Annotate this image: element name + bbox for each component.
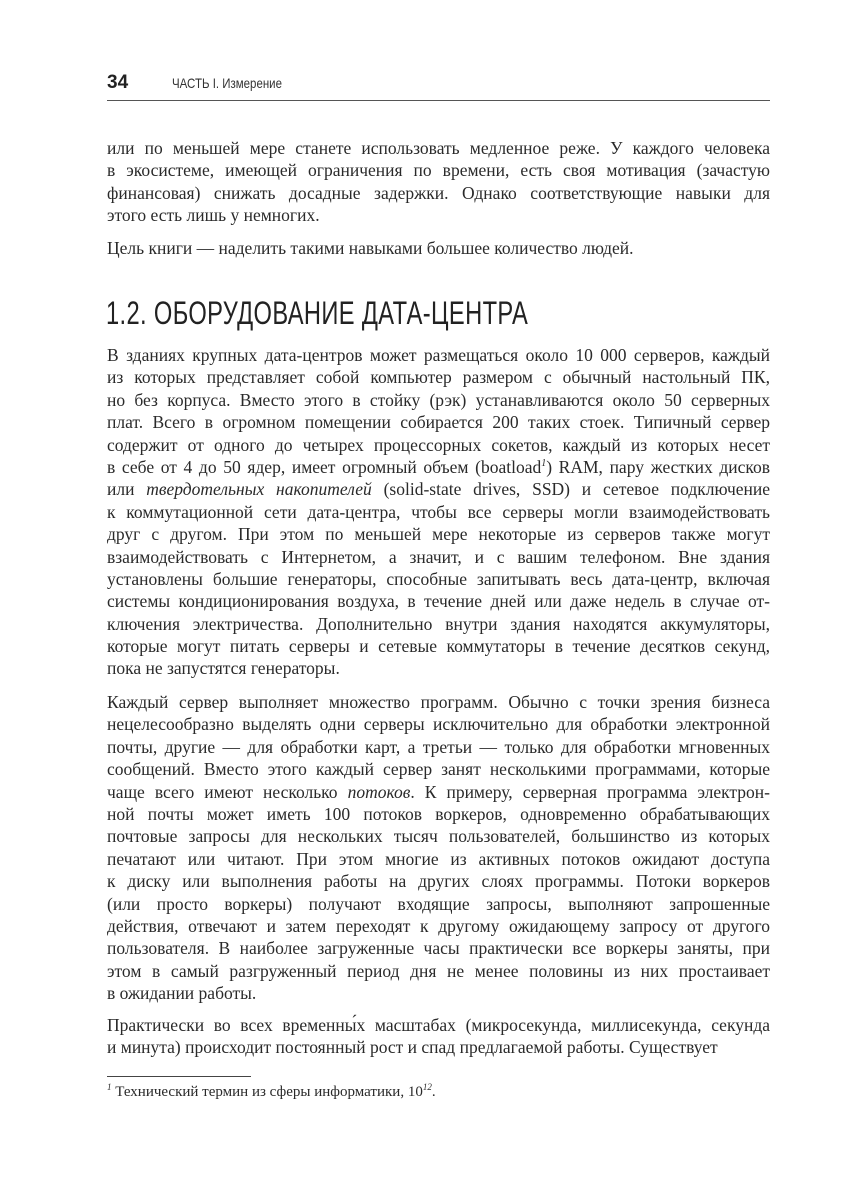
page-number: 34 <box>107 72 129 93</box>
text-line: этого есть лишь у немногих. <box>107 205 320 226</box>
text-line <box>107 456 770 478</box>
text-line: пользователя. В наиболее загруженные часы практически все воркеры заняты, при <box>107 938 770 959</box>
running-title: ЧАСТЬ I. Измерение <box>172 75 282 91</box>
text-line: но без корпуса. Вместо этого в стойку (рэк) устанавливаются около 50 серверных <box>107 389 770 410</box>
text-line: почты, другие — для обработки карт, а третьи — только для обработки мгновенных <box>107 736 770 757</box>
text-line: содержит от одного до четырех процессорных сокетов, каждый из которых несет <box>107 434 770 455</box>
text-line: (или просто воркеры) получают входящие запросы, выполняют запрошенные <box>107 893 770 914</box>
text-segment: (solid-state drives, SSD) и сетевое подключение <box>371 479 771 500</box>
text-line: этом в самый разгруженный период дня не менее половины из них простаивает <box>107 960 770 981</box>
text-line: к коммутационной сети дата-центра, чтобы все серверы могли взаимодействовать <box>107 501 770 522</box>
text-line <box>107 781 770 803</box>
italic-term: потоков <box>347 781 411 802</box>
text-line: плат. Всего в огромном помещении собирается 200 таких стоек. Типичный сервер <box>107 412 770 433</box>
text-line: печатают или читают. При этом многие из активных потоков ожидают доступа <box>107 848 770 869</box>
text-line: финансовая) снижать досадные задержки. Однако соответствующие навыки для <box>107 182 770 203</box>
paragraph <box>107 691 770 1004</box>
footnote <box>107 1082 436 1102</box>
text-line: которые могут питать серверы и сетевые коммутаторы в течение десятков секунд, <box>107 636 770 657</box>
text-segment: ) RAM, пару жестких дисков <box>546 456 771 477</box>
text-line: взаимодействовать с Интернетом, а значит, и с вашим телефоном. Вне здания <box>107 546 770 567</box>
paragraph <box>107 1014 770 1059</box>
text-line: установлены большие генераторы, способные запитывать весь дата-центр, включая <box>107 568 770 589</box>
text-line: или по меньшей мере станете использовать медленное реже. У каждого человека <box>107 138 770 158</box>
paragraph <box>107 237 770 259</box>
footnote-text: Технический термин из сферы информатики, 10 <box>111 1084 423 1100</box>
running-header <box>107 70 770 101</box>
footnote-marker: 1 <box>107 1082 112 1092</box>
text-line: почтовые запросы для нескольких тысяч пользователей, большинство из которых <box>107 826 770 847</box>
text-line: ной почты может иметь 100 потоков воркеров, одновременно обрабатывающих <box>107 803 770 824</box>
text-segment: в себе от 4 до 50 ядер, имеет огромный объем (boatload <box>107 456 542 477</box>
text-segment: или <box>107 479 147 500</box>
text-segment: . К примеру, серверная программа электрон- <box>410 781 770 802</box>
text-line: сообщений. Вместо этого каждый сервер занят несколькими программами, которые <box>107 759 770 780</box>
text-line: в ожидании работы. <box>107 983 257 1004</box>
text-line: Каждый сервер выполняет множество программ. Обычно с точки зрения бизнеса <box>107 692 770 712</box>
text-line: В зданиях крупных дата-центров может размещаться около 10 000 серверов, каждый <box>107 345 770 365</box>
paragraph <box>107 137 770 227</box>
text-line: нецелесообразно выделять одни серверы исключительно для обработки электронной <box>107 714 770 735</box>
section-heading: 1.2. ОБОРУДОВАНИЕ ДАТА-ЦЕНТРА <box>106 295 529 331</box>
text-line: действия, отвечают и затем переходят к другому ожидающему запросу от другого <box>107 915 770 936</box>
italic-term: твердотельных накопителей <box>146 479 372 500</box>
text-segment: чаще всего имеют несколько <box>107 781 348 802</box>
footnote-end: . <box>431 1084 436 1100</box>
text-line: в экосистеме, имеющей ограничения по времени, есть своя мотивация (зачастую <box>107 160 770 181</box>
text-line: из которых представляет собой компьютер размером с обычный настольный ПК, <box>107 367 770 388</box>
text-line: Практически во всех временны́х масштабах (микросекунда, миллисекунда, секунда <box>107 1015 770 1035</box>
text-line: друг с другом. При этом по меньшей мере некоторые из серверов также могут <box>107 524 770 545</box>
text-line: пока не запустятся генераторы. <box>107 658 340 679</box>
paragraph <box>107 344 770 680</box>
footnote-exponent: 12 <box>422 1082 432 1092</box>
footnote-divider <box>107 1076 251 1077</box>
text-line: системы кондиционирования воздуха, в течение дней или даже недель в случае от- <box>107 591 770 612</box>
text-line: и минута) происходит постоянный рост и спад предлагаемой работы. Существует <box>107 1037 718 1058</box>
text-line: Цель книги — наделить такими навыками большее количество людей. <box>107 238 634 258</box>
text-line <box>107 478 770 500</box>
text-line: ключения электричества. Дополнительно внутри здания находятся аккумуляторы, <box>107 613 770 634</box>
text-line: к диску или выполнения работы на других слоях программы. Потоки воркеров <box>107 871 770 892</box>
footnote-ref: 1 <box>541 458 547 470</box>
